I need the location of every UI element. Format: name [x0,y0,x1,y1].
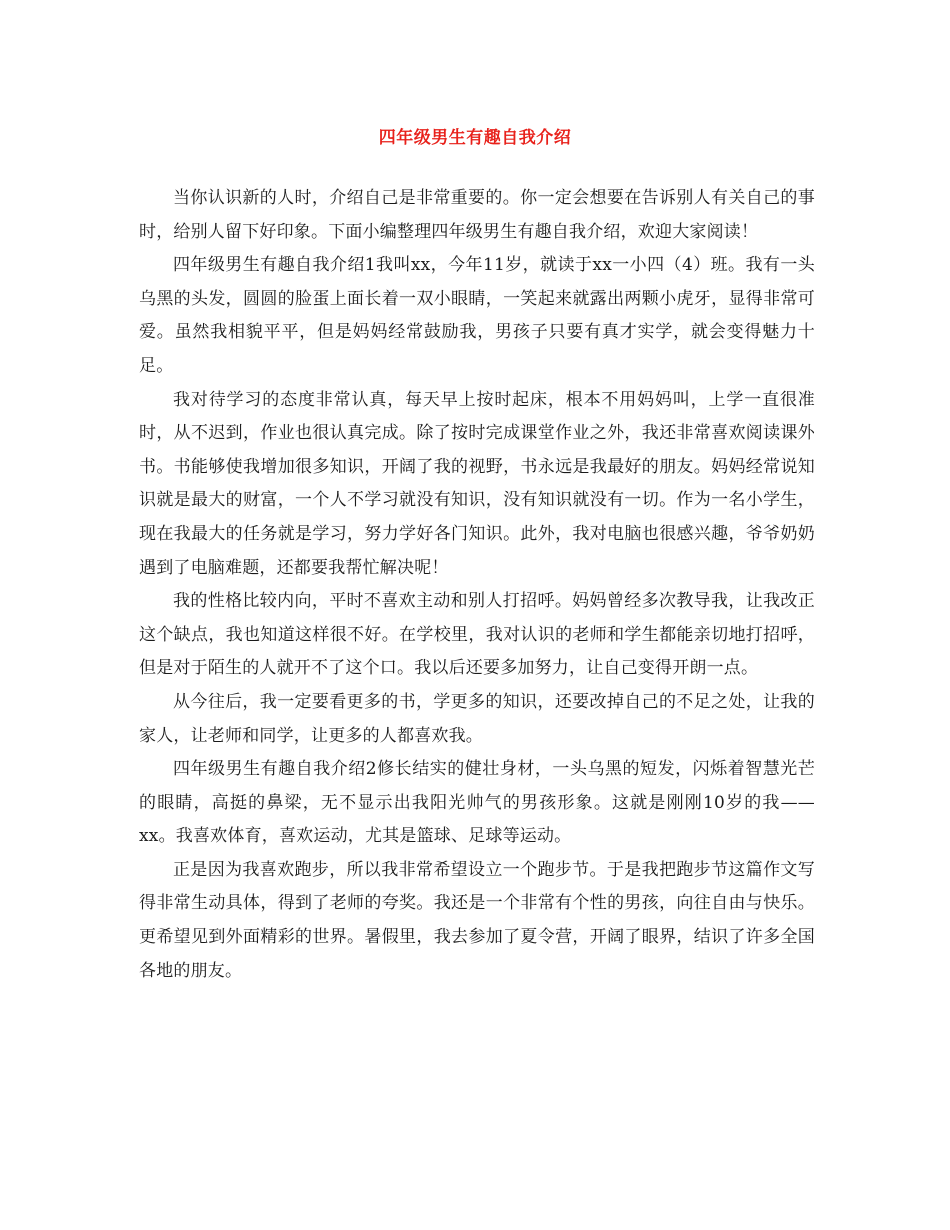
paragraph-resolution: 从今往后，我一定要看更多的书，学更多的知识，还要改掉自己的不足之处，让我的家人，让老师和同学，让更多的人都喜欢我。 [139,691,815,746]
document-title: 四年级男生有趣自我介绍 [378,128,572,148]
paragraph-intro: 当你认识新的人时，介绍自己是非常重要的。你一定会想要在告诉别人有关自己的事时，给别人留下好印象。下面小编整理四年级男生有趣自我介绍，欢迎大家阅读！ [139,188,815,242]
paragraph-intro-2-appearance: 四年级男生有趣自我介绍2修长结实的健壮身材，一头乌黑的短发，闪烁着智慧光芒的眼睛，高挺的鼻梁，无不显示出我阳光帅气的男孩形象。这就是刚刚10岁的我——xx。我喜欢体育，喜欢运动，尤其是篮球、足球等运动。 [139,759,815,847]
paragraph-running: 正是因为我喜欢跑步，所以我非常希望设立一个跑步节。于是我把跑步节这篇作文写得非常生动具体，得到了老师的夸奖。我还是一个非常有个性的男孩，向往自由与快乐。更希望见到外面精彩的世界。暑假里，我去参加了夏令营，开阔了眼界，结识了许多全国各地的朋友。 [139,859,815,981]
document-body [139,182,815,988]
paragraph-study-attitude: 我对待学习的态度非常认真，每天早上按时起床，根本不用妈妈叫，上学一直很准时，从不迟到，作业也很认真完成。除了按时完成课堂作业之外，我还非常喜欢阅读课外书。书能够使我增加很多知识，开阔了我的视野，书永远是我最好的朋友。妈妈经常说知识就是最大的财富，一个人不学习就没有知识，没有知识就没有一切。作为一名小学生，现在我最大的任务就是学习，努力学好各门知识。此外，我对电脑也很感兴趣，爷爷奶奶遇到了电脑难题，还都要我帮忙解决呢！ [139,389,815,578]
paragraph-personality: 我的性格比较内向，平时不喜欢主动和别人打招呼。妈妈曾经多次教导我，让我改正这个缺点，我也知道这样很不好。在学校里，我对认识的老师和学生都能亲切地打招呼，但是对于陌生的人就开不了这个口。我以后还要多加努力，让自己变得开朗一点。 [139,591,815,679]
paragraph-intro-1-appearance: 四年级男生有趣自我介绍1我叫xx，今年11岁，就读于xx一小四（4）班。我有一头乌黑的头发，圆圆的脸蛋上面长着一双小眼睛，一笑起来就露出两颗小虎牙，显得非常可爱。虽然我相貌平平，但是妈妈经常鼓励我，男孩子只要有真才实学，就会变得魅力十足。 [139,255,815,376]
